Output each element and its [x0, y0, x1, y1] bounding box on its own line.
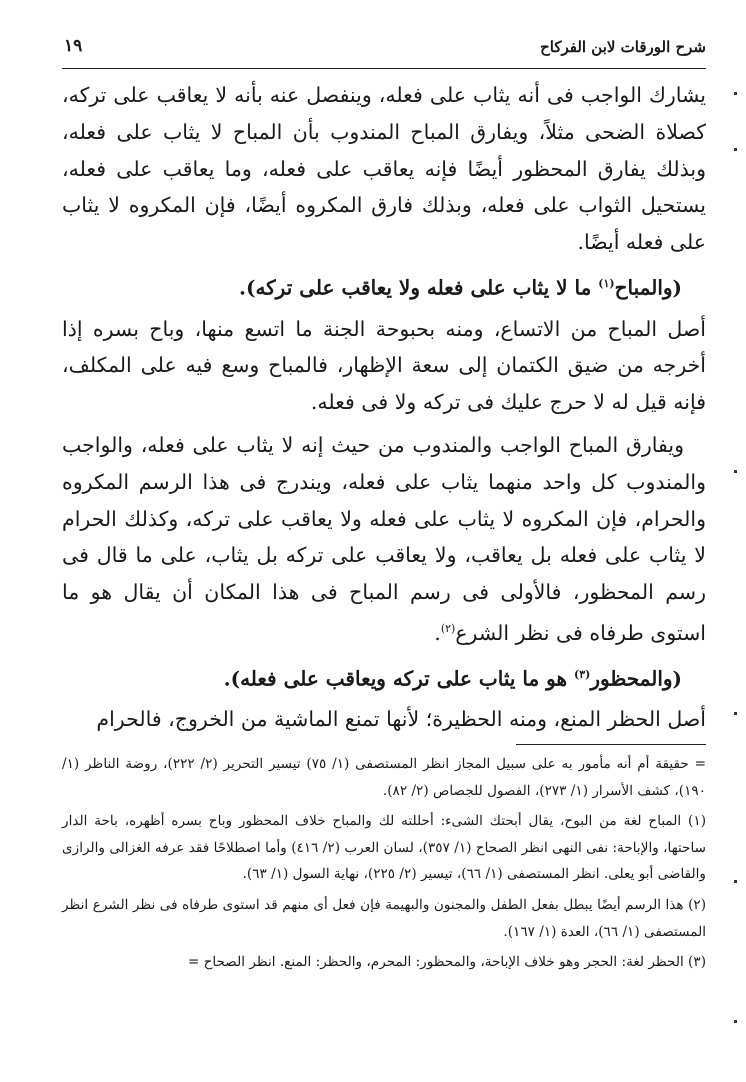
heading-text: ما لا يثاب على فعله ولا يعاقب على تركه). [239, 275, 599, 300]
page-header [62, 30, 706, 69]
footnote-ref: (١) [598, 276, 615, 290]
footnote-3: (٣) الحظر لغة: الحجر وهو خلاف الإباحة، والمحظور: المحرم، والحظر: المنع. انظر الصحاح = [187, 954, 706, 971]
paragraph-text: . [434, 620, 441, 645]
paragraph: أصل المباح من الاتساع، ومنه بحبوحة الجنة ما اتسع منها، وباح بسره إذا أخرجه من ضيق الكتمان إلى سعة الإظهار، فالمباح وسع فيه على المكلف، فإنه قيل له لا حرج عليك فى تركه ولا فى فعله. [62, 316, 706, 415]
paragraph [62, 427, 706, 652]
margin-mark [734, 712, 737, 715]
margin-mark [734, 470, 737, 473]
definition-heading [62, 265, 706, 307]
footnote-ref: (٢) [440, 622, 456, 636]
margin-mark [734, 1020, 737, 1023]
footnote-2: (٢) هذا الرسم أيضًا يبطل بفعل الطفل والمجنون والبهيمة فإن فعل أى منهم قد استوى طرفاه فى نظر الشرع انظر المستصفى (١/ ٦٦)، العدة (١/ ١٦٧). [62, 897, 706, 940]
margin-mark [734, 148, 737, 151]
footnote-continuation: = حقيقة أم أنه مأمور به على سبيل المجاز انظر المستصفى (١/ ٧٥) تيسير التحرير (٢/ ٢٢٢)، روضة الناظر (١/ ١٩٠)، كشف الأسرار (١/ ٢٧٣)، الفصول للجصاص (٢/ ٨٢). [62, 756, 707, 799]
margin-mark [734, 880, 737, 883]
footnote-ref: (٣) [574, 667, 591, 681]
paragraph-text: ويفارق المباح الواجب والمندوب من حيث إنه لا يثاب على فعله، والواجب والمندوب كل واحد منهما يثاب على فعله، ويندرج فى هذا الرسم المكروه والحرام، فإن المكروه لا يثاب على فعله ولا يعاقب على تركه، وكذلك الحرام لا يثاب على فعله بل يعاقب، ولا يعاقب على تركه بل يثاب، على ما قال فى رسم المحظور، فالأولى فى رسم المباح فى هذا المكان أن يقال هو ما استوى طرفاه فى نظر الشرع [62, 433, 706, 645]
heading-text: (والمحظور [590, 666, 682, 691]
footnotes [62, 751, 706, 976]
running-title: شرح الورقات لابن الفركاح [540, 38, 706, 56]
heading-text: هو ما يثاب على تركه ويعاقب على فعله). [223, 666, 574, 691]
margin-mark [734, 92, 737, 95]
heading-text: (والمباح [614, 275, 682, 300]
book-page [62, 30, 706, 976]
page-number: ١٩ [64, 36, 83, 56]
footnote-1: (١) المباح لغة من البوح، يقال أبحتك الشىء: أحللته لك والمباح خلاف المحظور وباح بسره أظهره، باحة الدار ساحتها، والإباحة: نفى النهى انظر الصحاح (١/ ٣٥٧)، لسان العرب (٢/ ٤١٦) وأما اصطلاحًا فقد عرفه الغزالى والرازى والقاضى أبو يعلى. انظر المستصفى (١/ ٦٦)، تيسير (٢/ ٢٢٥)، نهاية السول (١/ ٦٣). [62, 813, 706, 883]
paragraph: أصل الحظر المنع، ومنه الحظيرة؛ لأنها تمنع الماشية من الخروج، فالحرام [96, 707, 706, 732]
main-text [62, 77, 706, 738]
paragraph: يشارك الواجب فى أنه يثاب على فعله، وينفصل عنه بأنه لا يعاقب على تركه، كصلاة الضحى مثلاً، ويفارق المباح المندوب بأن المباح لا يثاب على فعله، وبذلك يفارق المحظور أيضًا فإنه يعاقب على فعله، وما يعاقب على فعله، يستحيل الثواب على فعله، وبذلك فارق المكروه أيضًا، فإن المكروه لا يثاب على فعله أيضًا. [62, 83, 706, 255]
definition-heading [62, 656, 706, 698]
footnote-separator [516, 744, 706, 745]
